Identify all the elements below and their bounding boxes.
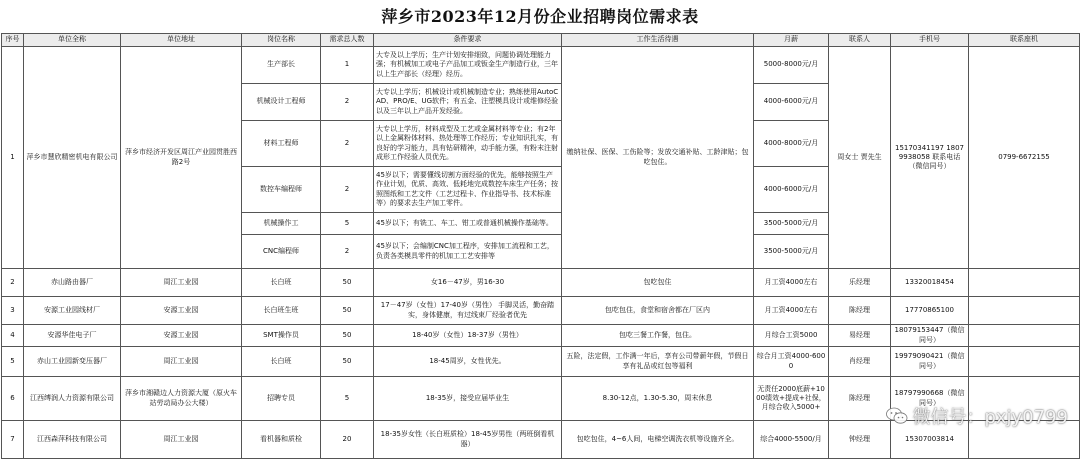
job-requirements: 18-45周岁，女性优先。 [374, 347, 562, 377]
salary: 3500-5000元/月 [754, 213, 829, 235]
contact-person: 陈经理 [829, 377, 891, 421]
job-title: 生产部长 [242, 47, 321, 84]
job-title: SMT操作员 [242, 325, 321, 347]
job-title: 长白班 [242, 347, 321, 377]
landline [969, 325, 1080, 347]
salary: 4000-8000元/月 [754, 121, 829, 167]
job-count: 20 [321, 421, 374, 459]
phone-number: 13320018454 [891, 269, 969, 297]
phone-number: 17770865100 [891, 297, 969, 325]
row-no: 1 [2, 47, 24, 269]
contact-person: 钟经理 [829, 421, 891, 459]
landline [969, 347, 1080, 377]
contact-person: 周女士 贾先生 [829, 47, 891, 269]
phone-number: 18079153447（微信同号） [891, 325, 969, 347]
col-header: 需求总人数 [321, 34, 374, 47]
landline [969, 269, 1080, 297]
benefits: 包吃包住 [562, 269, 754, 297]
job-title: 机械操作工 [242, 213, 321, 235]
row-no: 3 [2, 297, 24, 325]
wechat-icon [886, 407, 908, 425]
job-count: 50 [321, 325, 374, 347]
table-row [2, 325, 1080, 347]
company-address: 周江工业园 [121, 421, 242, 459]
job-requirements: 18-35岁女性（长白班质检）18-45岁男性（两班倒看机器） [374, 421, 562, 459]
benefits: 缴纳社保、医保、工伤险等；发放交通补贴、工龄津贴；包吃包住。 [562, 47, 754, 269]
contact-person: 肖经理 [829, 347, 891, 377]
job-title: CNC编程师 [242, 235, 321, 269]
job-requirements: 大专以上学历；机械设计或机械制造专业；熟练使用AutoCAD、PRO/E、UG软件；有五金、注塑模具设计或维修经验以及三年以上产品开发经验。 [374, 84, 562, 121]
company-address: 萍乡市经济开发区周江产业园贯胜西路2号 [121, 47, 242, 269]
phone-number: 15307003814 [891, 421, 969, 459]
contact-person: 乐经理 [829, 269, 891, 297]
job-title: 招聘专员 [242, 377, 321, 421]
company-address: 周江工业园 [121, 269, 242, 297]
benefits: 8.30-12点，1.30-5.30，周末休息 [562, 377, 754, 421]
salary: 月综合工资5000 [754, 325, 829, 347]
company-name: 赤山路由器厂 [24, 269, 121, 297]
table-row [2, 347, 1080, 377]
landline [969, 297, 1080, 325]
salary: 综合月工资4000-6000 [754, 347, 829, 377]
row-no: 4 [2, 325, 24, 347]
job-title: 机械设计工程师 [242, 84, 321, 121]
col-header: 月薪 [754, 34, 829, 47]
job-requirements: 17－47岁（女性）17-40岁（男性） 手脚灵活，勤奋踏实，身体健康，有过线束厂经验者优先 [374, 297, 562, 325]
company-name: 江西森萍科技有限公司 [24, 421, 121, 459]
page-title: 萍乡市2023年12月份企业招聘岗位需求表 [381, 7, 699, 26]
salary: 月工资4000左右 [754, 297, 829, 325]
job-title: 长白班 [242, 269, 321, 297]
benefits: 包吃包住，4~6人间，电梯空调洗衣机等设施齐全。 [562, 421, 754, 459]
company-address: 安源工业园 [121, 297, 242, 325]
benefits: 包吃三餐工作餐，包住。 [562, 325, 754, 347]
job-count: 2 [321, 235, 374, 269]
job-count: 1 [321, 47, 374, 84]
job-count: 50 [321, 297, 374, 325]
col-header: 手机号 [891, 34, 969, 47]
contact-person: 陈经理 [829, 297, 891, 325]
col-header: 单位全称 [24, 34, 121, 47]
benefits: 包吃包住，食堂和宿舍都在厂区内 [562, 297, 754, 325]
row-no: 7 [2, 421, 24, 459]
company-name: 萍乡市慧欣精密机电有限公司 [24, 47, 121, 269]
job-count: 2 [321, 121, 374, 167]
company-address: 安源工业园 [121, 325, 242, 347]
col-header: 岗位名称 [242, 34, 321, 47]
phone-number: 15170341197 18079938058 联系电话（微信同号） [891, 47, 969, 269]
job-requirements: 45岁以下；有铣工、车工、钳工或普通机械操作基础等。 [374, 213, 562, 235]
col-header: 工作生活待遇 [562, 34, 754, 47]
col-header: 条件要求 [374, 34, 562, 47]
row-no: 2 [2, 269, 24, 297]
col-header: 联系人 [829, 34, 891, 47]
landline: 0799-6672155 [969, 47, 1080, 269]
salary: 综合4000-5500/月 [754, 421, 829, 459]
job-requirements: 18-40岁（女性）18-37岁（男性） [374, 325, 562, 347]
benefits: 五险，法定假，工作满一年后，享有公司带薪年假，节假日享有礼品或红包等福利 [562, 347, 754, 377]
job-count: 5 [321, 377, 374, 421]
job-title: 长白班生班 [242, 297, 321, 325]
job-title: 材料工程师 [242, 121, 321, 167]
col-header: 联系座机 [969, 34, 1080, 47]
row-no: 5 [2, 347, 24, 377]
salary: 4000-6000元/月 [754, 167, 829, 213]
salary: 月工资4000左右 [754, 269, 829, 297]
phone-number: 19979090421（微信同号） [891, 347, 969, 377]
company-address: 萍乡市湘赣边人力资源大厦（原火车站劳动局办公大楼） [121, 377, 242, 421]
salary: 4000-6000元/月 [754, 84, 829, 121]
salary: 3500-5000元/月 [754, 235, 829, 269]
salary: 无责任2000底薪+1000绩效+提成+社保，月综合收入5000+ [754, 377, 829, 421]
job-requirements: 45岁以下；会编制CNC加工程序，安排加工流程和工艺，负责各类模具零件的机加工工艺安排等 [374, 235, 562, 269]
job-count: 50 [321, 269, 374, 297]
salary: 5000-8000元/月 [754, 47, 829, 84]
job-requirements: 45岁以下；需要懂线切割方面经验的优先，能够按照生产作业计划，优质、高效、低耗地完成数控车床生产任务；按照图纸和工艺文件（工艺过程卡、作业指导书、技术标准等）的要求去生产加工零件。 [374, 167, 562, 213]
job-count: 50 [321, 347, 374, 377]
col-header: 单位地址 [121, 34, 242, 47]
phone-number: 18797990668（微信同号） [891, 377, 969, 421]
watermark [886, 403, 1068, 429]
table-header-row [2, 34, 1080, 47]
watermark-text: 微信号：pxjy0799 [912, 407, 1068, 428]
job-title: 数控车编程师 [242, 167, 321, 213]
job-count: 2 [321, 167, 374, 213]
recruitment-table [1, 33, 1080, 459]
job-requirements: 女16－47岁，男16-30 [374, 269, 562, 297]
table-row [2, 269, 1080, 297]
job-count: 5 [321, 213, 374, 235]
company-name: 安源华佳电子厂 [24, 325, 121, 347]
company-name: 安源工业园线材厂 [24, 297, 121, 325]
job-requirements: 18-35岁，接受应届毕业生 [374, 377, 562, 421]
company-address: 周江工业园 [121, 347, 242, 377]
job-title: 看机器和质检 [242, 421, 321, 459]
job-requirements: 大专以上学历，材料成型及工艺或金属材料等专业；有2年以上金属粉体材料、热处理等工作经历；专业知识扎实，有良好的学习能力，具有钻研精神，动手能力强，有粉末注射成形工作经验人员优先。 [374, 121, 562, 167]
table-row [2, 297, 1080, 325]
job-count: 2 [321, 84, 374, 121]
job-requirements: 大专及以上学历；生产计划安排细致，问题协调处理能力强；有机械加工或电子产品加工或钣金生产制造行业，三年以上生产部长（经理）经历。 [374, 47, 562, 84]
contact-person: 易经理 [829, 325, 891, 347]
row-no: 6 [2, 377, 24, 421]
table-row [2, 47, 1080, 84]
company-name: 江西缚润人力资源有限公司 [24, 377, 121, 421]
company-name: 赤山工业园新变压器厂 [24, 347, 121, 377]
col-header: 序号 [2, 34, 24, 47]
